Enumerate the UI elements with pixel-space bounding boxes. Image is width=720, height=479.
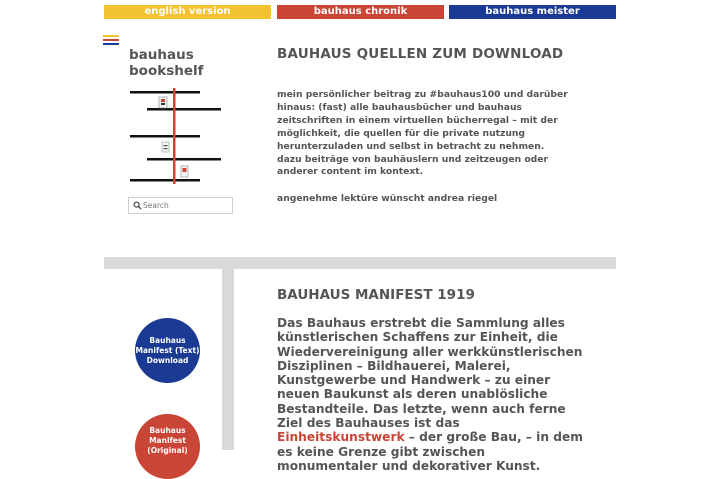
manifest-heading: BAUHAUS MANIFEST 1919 — [277, 287, 475, 303]
page-heading: BAUHAUS QUELLEN ZUM DOWNLOAD — [277, 46, 564, 62]
search-box — [128, 197, 233, 214]
bauhaus-chronik-link[interactable]: bauhaus chronik — [277, 5, 444, 19]
top-navigation — [104, 5, 616, 19]
site-title-line1: bauhaus — [129, 47, 194, 63]
search-input[interactable] — [143, 199, 229, 212]
site-title[interactable] — [129, 47, 239, 79]
manifest-text-part1: Das Bauhaus erstrebt die Sammlung alles künstlerischen Schaffens zur Einheit, die Wiedervereinigung aller werkkünstlerischen Disziplinen – Bildhauerei, Malerei, Kunstgewerbe und Handwerk – zu einer neuen Baukunst als deren unablösliche Bestandteile. Das letzte, wenn auch ferne Ziel des Bauhauses ist das — [277, 316, 583, 431]
menu-icon[interactable] — [103, 35, 119, 47]
vertical-divider — [222, 269, 234, 450]
site-title-line2: bookshelf — [129, 63, 204, 79]
horizontal-divider — [104, 257, 616, 269]
manifest-text-download-button[interactable]: Bauhaus Manifest (Text) Download — [135, 318, 200, 383]
manifest-original-download-button[interactable]: Bauhaus Manifest (Original) — [135, 414, 200, 479]
menu-bar-red — [103, 39, 119, 41]
bookshelf-logo[interactable] — [129, 88, 229, 184]
bauhaus-meister-link[interactable]: bauhaus meister — [449, 5, 616, 19]
einheitskunstwerk-link[interactable]: Einheitskunstwerk — [277, 430, 405, 445]
search-icon — [133, 201, 142, 210]
menu-bar-blue — [103, 43, 119, 45]
manifest-text — [277, 316, 589, 473]
menu-bar-yellow — [103, 35, 119, 37]
manifest-text-part2: – der große Bau, – in dem es keine Grenze gibt zwischen monumentaler und dekorativer Kunst. — [277, 430, 583, 473]
intro-text: mein persönlicher beitrag zu #bauhaus100 und darüber hinaus: (fast) alle bauhausbücher und bauhaus zeitschriften in einem virtuellen bücherregal – mit der möglichkeit, die quellen für die private nutzung herunterzuladen und selbst in betracht zu nehmen. dazu beiträge von bauhäuslern und zeitzeugen oder anderer content im kontext. — [277, 89, 568, 178]
english-version-link[interactable]: english version — [104, 5, 271, 19]
signoff-text: angenehme lektüre wünscht andrea riegel — [277, 193, 498, 204]
